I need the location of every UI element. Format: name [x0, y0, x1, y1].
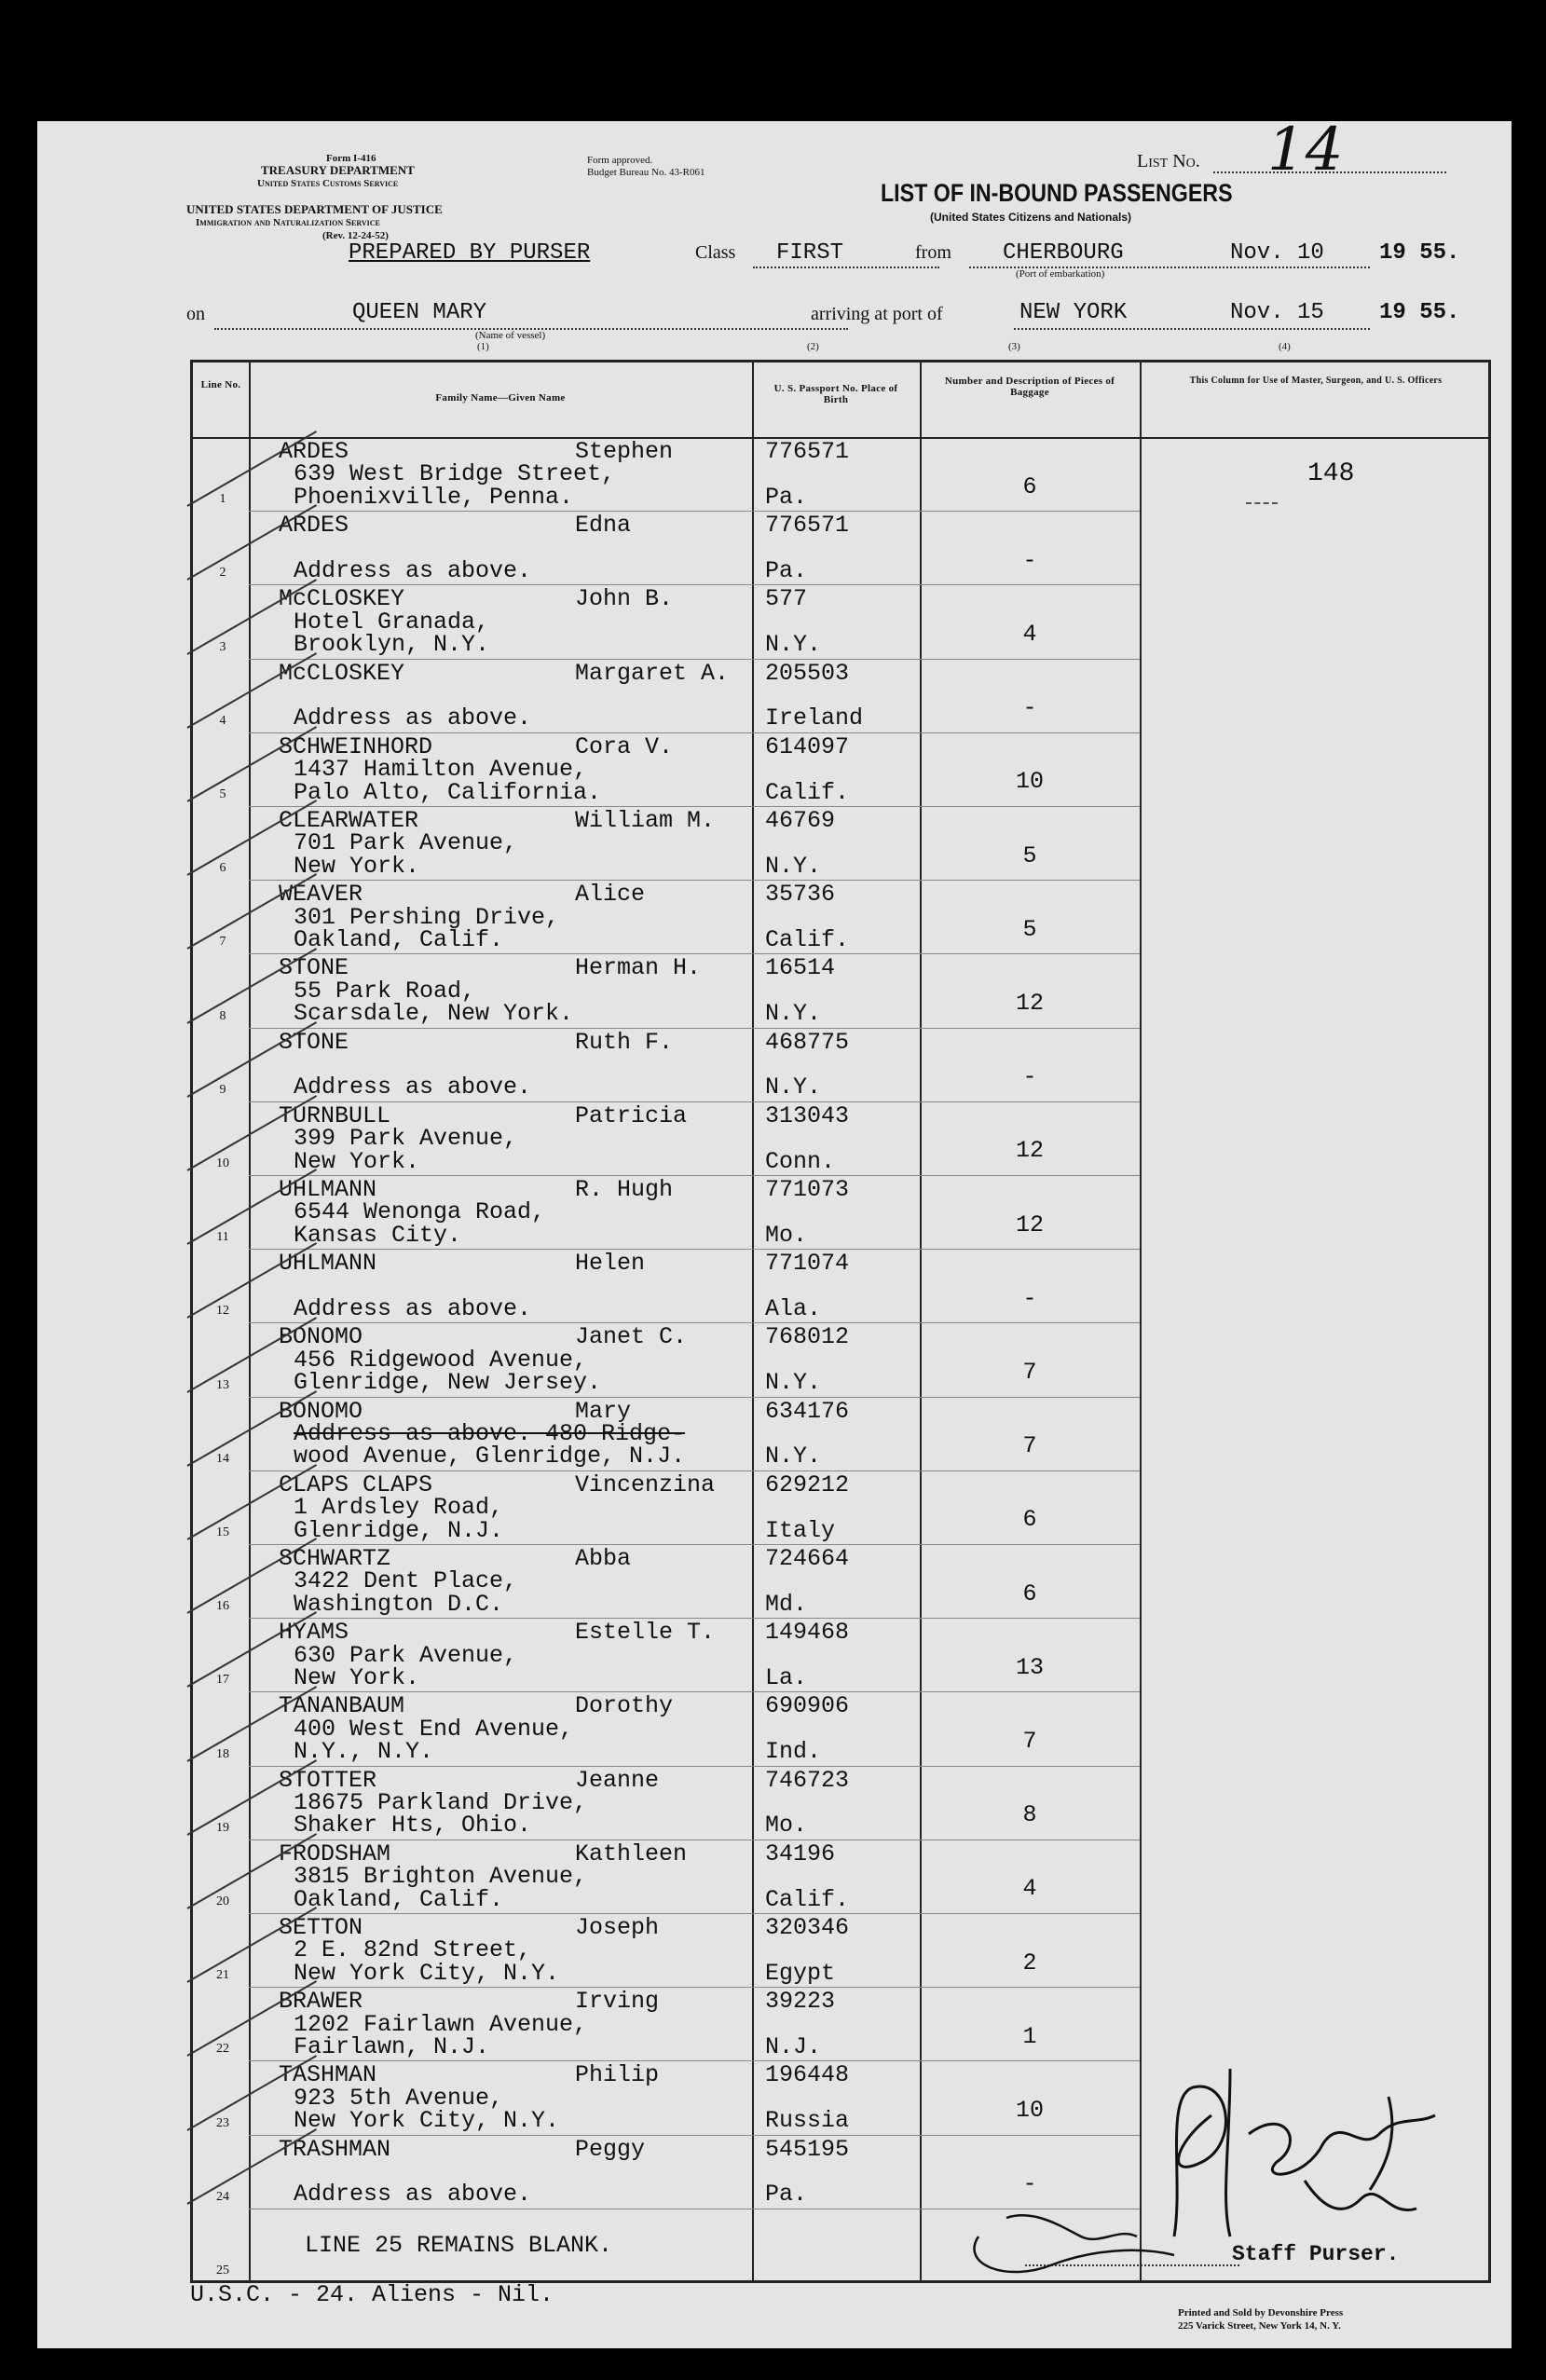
address-line-2: New York. — [294, 1147, 420, 1175]
table-row — [193, 1691, 1488, 1765]
address-line-1: 1437 Hamilton Avenue, — [294, 756, 588, 784]
baggage-count: 12 — [1015, 1137, 1044, 1165]
given-name: Abba — [575, 1545, 632, 1572]
address-line-1: 3422 Dent Place, — [294, 1567, 518, 1595]
passport-number: 39223 — [765, 1988, 836, 2016]
family-name: SCHWARTZ — [279, 1545, 391, 1572]
passport-number: 776571 — [765, 512, 850, 540]
table-row — [193, 1544, 1488, 1618]
address-line-1: 639 West Bridge Street, — [294, 460, 616, 488]
passport-number: 46769 — [765, 807, 836, 834]
staff-purser-label: Staff Purser. — [1232, 2242, 1400, 2266]
family-name: STOTTER — [279, 1766, 377, 1794]
table-row — [193, 1840, 1488, 1913]
class-label: Class — [695, 242, 736, 263]
baggage-count: - — [1022, 1284, 1037, 1312]
line-number: 9 — [219, 1082, 226, 1097]
embark-port-label: (Port of embarkation) — [1016, 268, 1105, 280]
line-number: 25 — [216, 2263, 229, 2277]
table-row — [193, 1470, 1488, 1544]
family-name: McCLOSKEY — [279, 659, 405, 687]
address-line-2: Palo Alto, California. — [294, 778, 602, 806]
place-of-birth: La. — [765, 1663, 808, 1691]
given-name: Mary — [575, 1397, 632, 1425]
baggage-count: 5 — [1022, 841, 1037, 869]
customs-service: United States Customs Service — [257, 178, 399, 189]
passport-number: 468775 — [765, 1028, 850, 1056]
place-of-birth: Ireland — [765, 704, 864, 732]
address-line-2: Glenridge, N.J. — [294, 1516, 504, 1544]
officer-note: 148 — [1307, 459, 1355, 488]
baggage-count: 4 — [1022, 1875, 1037, 1903]
baggage-count: 12 — [1015, 1211, 1044, 1238]
passport-number: 16514 — [765, 954, 836, 982]
address-line-1: 701 Park Avenue, — [294, 829, 518, 857]
col-index-2: (2) — [807, 341, 819, 352]
passenger-table — [190, 360, 1491, 2283]
table-row — [193, 1397, 1488, 1470]
baggage-count: 7 — [1022, 1727, 1037, 1755]
line-number: 3 — [219, 639, 226, 654]
family-name: FRODSHAM — [279, 1840, 391, 1867]
line-number: 23 — [216, 2115, 229, 2130]
table-row — [193, 880, 1488, 953]
passport-number: 196448 — [765, 2061, 850, 2089]
family-name: CLEARWATER — [279, 807, 419, 834]
table-row — [193, 584, 1488, 658]
header-passport: U. S. Passport No. Place of Birth — [773, 383, 898, 405]
form-approved: Form approved. — [587, 155, 653, 166]
address-line-2: LINE 25 REMAINS BLANK. — [305, 2232, 613, 2260]
treasury-dept: TREASURY DEPARTMENT — [261, 163, 415, 177]
embark-port: CHERBOURG — [1003, 240, 1124, 266]
passport-number: 768012 — [765, 1323, 850, 1351]
revision-date: (Rev. 12-24-52) — [322, 230, 389, 241]
line-number: 16 — [216, 1599, 229, 1614]
place-of-birth: Ala. — [765, 1294, 822, 1322]
place-of-birth: Italy — [765, 1516, 836, 1544]
table-row — [193, 1249, 1488, 1322]
family-name: STONE — [279, 954, 349, 982]
baggage-count: - — [1022, 1063, 1037, 1091]
address-line-1: 301 Pershing Drive, — [294, 903, 560, 931]
baggage-count: - — [1022, 546, 1037, 574]
passport-number: 771074 — [765, 1250, 850, 1278]
address-line-1: 55 Park Road, — [294, 977, 476, 1005]
address-line-2: Address as above. — [294, 556, 532, 584]
given-name: William M. — [575, 807, 716, 834]
family-name: SETTON — [279, 1914, 363, 1941]
budget-bureau: Budget Bureau No. 43-R061 — [587, 167, 705, 178]
passport-number: 776571 — [765, 438, 850, 465]
baggage-count: 2 — [1022, 1949, 1037, 1976]
place-of-birth: Conn. — [765, 1147, 836, 1175]
arrival-port: NEW YORK — [1019, 300, 1128, 325]
address-line-2: New York. — [294, 852, 420, 880]
form-title: LIST OF IN-BOUND PASSENGERS — [881, 179, 1233, 207]
table-row — [193, 1766, 1488, 1840]
place-of-birth: Mo. — [765, 1221, 808, 1249]
family-name: HYAMS — [279, 1619, 349, 1647]
passport-number: 34196 — [765, 1840, 836, 1867]
given-name: Herman H. — [575, 954, 702, 982]
place-of-birth: Calif. — [765, 925, 850, 953]
family-name: ARDES — [279, 438, 349, 465]
given-name: Kathleen — [575, 1840, 688, 1867]
baggage-count: 1 — [1022, 2022, 1037, 2050]
given-name: Stephen — [575, 438, 674, 465]
address-line-1: 6544 Wenonga Road, — [294, 1198, 546, 1226]
line-number: 13 — [216, 1377, 229, 1392]
given-name: Irving — [575, 1988, 660, 2016]
address-line-2: New York City, N.Y. — [294, 1959, 560, 1987]
place-of-birth: Ind. — [765, 1738, 822, 1766]
family-name: TRASHMAN — [279, 2135, 391, 2163]
ins-service: Immigration and Naturalization Service — [196, 217, 380, 228]
table-row — [193, 806, 1488, 880]
address-line-1: 399 Park Avenue, — [294, 1125, 518, 1153]
given-name: Janet C. — [575, 1323, 688, 1351]
usc-note: U.S.C. - 24. Aliens - Nil. — [190, 2281, 554, 2308]
vessel-label: (Name of vessel) — [475, 330, 546, 341]
family-name: BRAWER — [279, 1988, 363, 2016]
class-line — [753, 267, 939, 268]
address-line-2: Shaker Hts, Ohio. — [294, 1812, 532, 1840]
table-row — [193, 1322, 1488, 1396]
passport-number: 771073 — [765, 1176, 850, 1203]
address-line-2: Phoenixville, Penna. — [294, 483, 574, 511]
vessel-name: QUEEN MARY — [352, 300, 487, 325]
printer-line-1: Printed and Sold by Devonshire Press — [1178, 2307, 1344, 2318]
line-number: 14 — [216, 1451, 229, 1466]
baggage-count: 4 — [1022, 620, 1037, 648]
passport-number: 629212 — [765, 1470, 850, 1498]
given-name: Cora V. — [575, 732, 674, 760]
address-line-1: 923 5th Avenue, — [294, 2084, 504, 2112]
justice-dept: UNITED STATES DEPARTMENT OF JUSTICE — [186, 202, 443, 216]
baggage-count: 6 — [1022, 472, 1037, 500]
given-name: Philip — [575, 2061, 660, 2089]
table-row — [193, 1175, 1488, 1249]
family-name: CLAPS CLAPS — [279, 1470, 433, 1498]
table-row — [193, 511, 1488, 584]
place-of-birth: Pa. — [765, 483, 808, 511]
address-line-1: 630 Park Avenue, — [294, 1641, 518, 1669]
line-number: 6 — [219, 861, 226, 876]
baggage-count: 7 — [1022, 1358, 1037, 1386]
place-of-birth: Calif. — [765, 778, 850, 806]
given-name: Vincenzina — [575, 1470, 716, 1498]
place-of-birth: N.Y. — [765, 852, 822, 880]
address-line-1: 400 West End Avenue, — [294, 1715, 574, 1743]
given-name: Edna — [575, 512, 632, 540]
passport-number: 577 — [765, 585, 808, 613]
table-row — [193, 1913, 1488, 1987]
on-label: on — [186, 304, 205, 324]
printer-line-2: 225 Varick Street, New York 14, N. Y. — [1178, 2320, 1341, 2332]
family-name: BONOMO — [279, 1397, 363, 1425]
place-of-birth: Pa. — [765, 2181, 808, 2209]
line-number: 7 — [219, 935, 226, 950]
place-of-birth: Calif. — [765, 1885, 850, 1913]
baggage-count: - — [1022, 2170, 1037, 2198]
line-number: 24 — [216, 2189, 229, 2204]
passport-number: 746723 — [765, 1766, 850, 1794]
address-line-2: Scarsdale, New York. — [294, 1000, 574, 1028]
address-line-2: Fairlawn, N.J. — [294, 2032, 490, 2060]
line-number: 19 — [216, 1820, 229, 1835]
place-of-birth: N.Y. — [765, 1443, 822, 1470]
place-of-birth: Egypt — [765, 1959, 836, 1987]
arrival-year: 19 55. — [1379, 300, 1460, 325]
table-row — [193, 1618, 1488, 1691]
table-row — [193, 1101, 1488, 1175]
header-officers: This Column for Use of Master, Surgeon, and U. S. Officers — [1189, 376, 1443, 386]
table-row — [193, 732, 1488, 806]
depart-date-line — [1230, 267, 1370, 268]
place-of-birth: N.J. — [765, 2032, 822, 2060]
list-no-value: 14 — [1267, 116, 1344, 185]
family-name: WEAVER — [279, 881, 363, 909]
line-number: 1 — [219, 492, 226, 507]
header-baggage: Number and Description of Pieces of Baggage — [944, 376, 1115, 398]
depart-year: 19 55. — [1379, 240, 1460, 266]
passport-number: 690906 — [765, 1692, 850, 1720]
place-of-birth: N.Y. — [765, 631, 822, 659]
passport-number: 320346 — [765, 1914, 850, 1941]
header-line-no: Line No. — [200, 379, 241, 390]
line-number: 11 — [216, 1230, 229, 1245]
table-row — [193, 659, 1488, 732]
given-name: Peggy — [575, 2135, 646, 2163]
given-name: Jeanne — [575, 1766, 660, 1794]
address-line-1: 2 E. 82nd Street, — [294, 1936, 532, 1964]
family-name: UHLMANN — [279, 1250, 377, 1278]
baggage-count: 13 — [1015, 1653, 1044, 1681]
line-number: 5 — [219, 786, 226, 801]
header-name: Family Name—Given Name — [435, 392, 566, 404]
address-line-2: Brooklyn, N.Y. — [294, 631, 490, 659]
address-line-2: Address as above. — [294, 704, 532, 732]
from-label: from — [915, 242, 951, 263]
family-name: TURNBULL — [279, 1101, 391, 1129]
arrival-port-line — [1014, 328, 1247, 330]
list-no-label: List No. — [1137, 151, 1200, 171]
baggage-count: 6 — [1022, 1580, 1037, 1607]
place-of-birth: Pa. — [765, 556, 808, 584]
address-line-1: Address as above. 480 Ridge- — [294, 1419, 686, 1447]
place-of-birth: Md. — [765, 1590, 808, 1618]
passport-number: 724664 — [765, 1545, 850, 1572]
given-name: John B. — [575, 585, 674, 613]
col-index-3: (3) — [1008, 341, 1020, 352]
place-of-birth: N.Y. — [765, 1369, 822, 1397]
line-number: 17 — [216, 1673, 229, 1688]
address-line-2: New York. — [294, 1663, 420, 1691]
baggage-count: - — [1022, 694, 1037, 722]
family-name: ARDES — [279, 512, 349, 540]
baggage-count: 5 — [1022, 915, 1037, 943]
address-line-2: Address as above. — [294, 1074, 532, 1101]
prepared-by: PREPARED BY PURSER — [349, 240, 591, 266]
table-row — [193, 953, 1488, 1027]
family-name: McCLOSKEY — [279, 585, 405, 613]
arrival-date-line — [1230, 328, 1370, 330]
baggage-count: 6 — [1022, 1506, 1037, 1534]
address-line-2: Kansas City. — [294, 1221, 462, 1249]
line-number: 22 — [216, 2042, 229, 2057]
address-line-2: Glenridge, New Jersey. — [294, 1369, 602, 1397]
address-line-2: New York City, N.Y. — [294, 2107, 560, 2135]
baggage-count: 10 — [1015, 768, 1044, 796]
place-of-birth: N.Y. — [765, 1074, 822, 1101]
given-name: Margaret A. — [575, 659, 730, 687]
address-line-2: Address as above. — [294, 1294, 532, 1322]
depart-date: Nov. 10 — [1230, 240, 1324, 266]
passport-number: 634176 — [765, 1397, 850, 1425]
line-number: 4 — [219, 713, 226, 728]
address-line-1: Hotel Granada, — [294, 608, 490, 636]
given-name: Dorothy — [575, 1692, 674, 1720]
given-name: Ruth F. — [575, 1028, 674, 1056]
family-name: TASHMAN — [279, 2061, 377, 2089]
line-number: 2 — [219, 566, 226, 581]
passport-number: 545195 — [765, 2135, 850, 2163]
purser-signature — [951, 2004, 1510, 2283]
baggage-count: 7 — [1022, 1432, 1037, 1460]
place-of-birth: Mo. — [765, 1812, 808, 1840]
family-name: BONOMO — [279, 1323, 363, 1351]
given-name: Helen — [575, 1250, 646, 1278]
passport-number: 614097 — [765, 732, 850, 760]
address-line-2: wood Avenue, Glenridge, N.J. — [294, 1443, 686, 1470]
class-value: FIRST — [776, 240, 844, 266]
address-line-2: Address as above. — [294, 2181, 532, 2209]
address-line-2: Washington D.C. — [294, 1590, 504, 1618]
passport-number: 205503 — [765, 659, 850, 687]
line-number: 12 — [216, 1304, 229, 1319]
baggage-count: 8 — [1022, 1801, 1037, 1829]
family-name: STONE — [279, 1028, 349, 1056]
form-subtitle: (United States Citizens and Nationals) — [930, 211, 1132, 224]
given-name: Alice — [575, 881, 646, 909]
family-name: UHLMANN — [279, 1176, 377, 1203]
family-name: TANANBAUM — [279, 1692, 405, 1720]
arrival-date: Nov. 15 — [1230, 300, 1324, 325]
line-number: 20 — [216, 1894, 229, 1908]
form-number: Form I-416 — [326, 153, 376, 164]
address-line-2: Oakland, Calif. — [294, 1885, 504, 1913]
given-name: R. Hugh — [575, 1176, 674, 1203]
arriving-label: arriving at port of — [811, 304, 943, 324]
col-index-1: (1) — [477, 341, 489, 352]
place-of-birth: Russia — [765, 2107, 850, 2135]
line-number: 8 — [219, 1008, 226, 1023]
address-line-1: 3815 Brighton Avenue, — [294, 1863, 588, 1891]
given-name: Patricia — [575, 1101, 688, 1129]
address-line-2: Oakland, Calif. — [294, 925, 504, 953]
address-line-1: 1202 Fairlawn Avenue, — [294, 2010, 588, 2038]
place-of-birth: N.Y. — [765, 1000, 822, 1028]
family-name: SCHWEINHORD — [279, 732, 433, 760]
address-line-1: 1 Ardsley Road, — [294, 1494, 504, 1522]
col-index-4: (4) — [1279, 341, 1291, 352]
baggage-count: 12 — [1015, 989, 1044, 1017]
table-row — [193, 437, 1488, 511]
line-number: 10 — [216, 1156, 229, 1170]
given-name: Estelle T. — [575, 1619, 716, 1647]
baggage-count: 10 — [1015, 2096, 1044, 2124]
address-line-1: 456 Ridgewood Avenue, — [294, 1346, 588, 1374]
given-name: Joseph — [575, 1914, 660, 1941]
line-number: 21 — [216, 1968, 229, 1983]
address-line-2: N.Y., N.Y. — [294, 1738, 434, 1766]
passport-number: 35736 — [765, 881, 836, 909]
line-number: 18 — [216, 1746, 229, 1761]
address-line-1: 18675 Parkland Drive, — [294, 1788, 588, 1816]
passport-number: 149468 — [765, 1619, 850, 1647]
manifest-sheet — [37, 116, 1512, 2348]
line-number: 15 — [216, 1525, 229, 1539]
passport-number: 313043 — [765, 1101, 850, 1129]
table-row — [193, 1028, 1488, 1101]
